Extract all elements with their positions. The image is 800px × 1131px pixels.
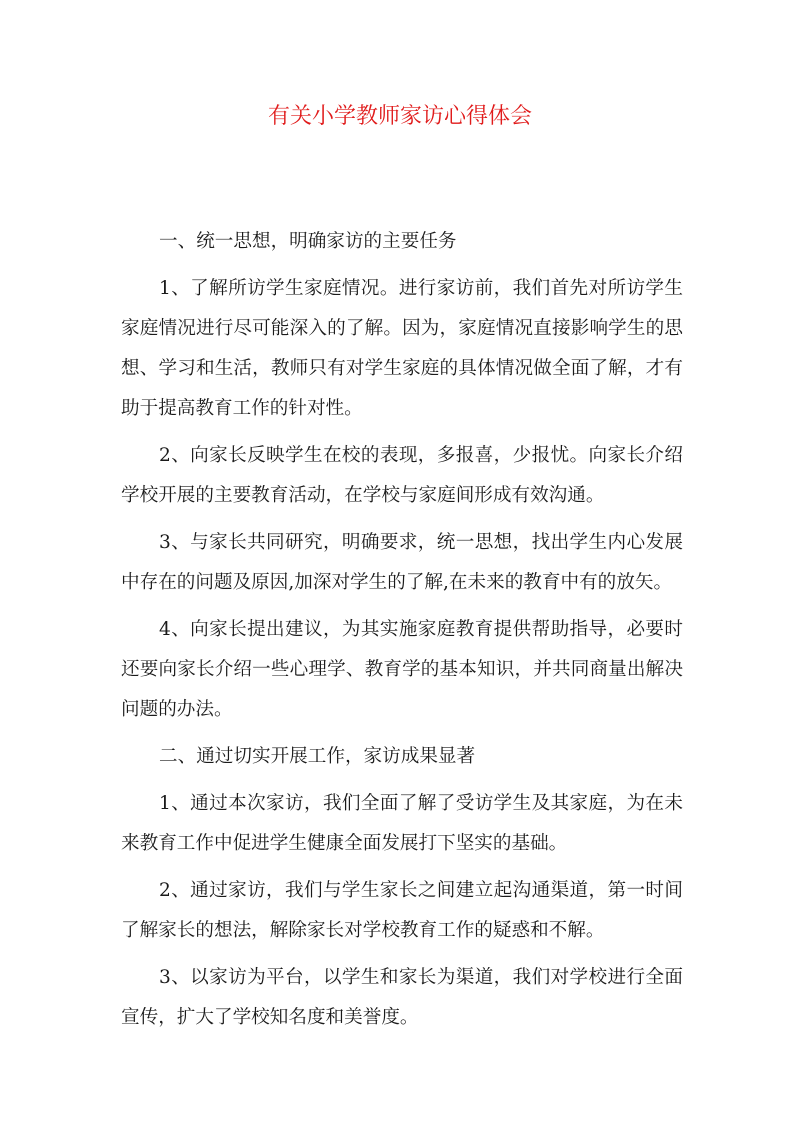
text-line: 2、通过家访，我们与学生家长之间建立起沟通渠道，第一时间	[159, 880, 683, 901]
paragraph	[121, 436, 683, 516]
text-line: 助于提高教育工作的针对性。	[121, 398, 363, 419]
section-heading	[121, 737, 683, 777]
section-heading	[121, 222, 683, 262]
text-line: 2、向家长反映学生在校的表现，多报喜，少报忧。向家长介绍	[159, 445, 683, 466]
text-line: 问题的办法。	[121, 699, 233, 720]
text-line: 一、统一思想，明确家访的主要任务	[159, 231, 457, 252]
text-line: 宣传，扩大了学校知名度和美誉度。	[121, 1007, 419, 1028]
document-title: 有关小学教师家访心得体会	[267, 104, 532, 129]
text-line: 还要向家长介绍一些心理学、教育学的基本知识，并共同商量出解决	[121, 659, 683, 680]
document-body	[121, 222, 683, 1038]
paragraph	[121, 269, 683, 429]
paragraph	[121, 871, 683, 951]
paragraph	[121, 610, 683, 730]
text-line: 学校开展的主要教育活动，在学校与家庭间形成有效沟通。	[121, 485, 605, 506]
text-line: 家庭情况进行尽可能深入的了解。因为，家庭情况直接影响学生的思	[121, 318, 683, 339]
text-line: 想、学习和生活，教师只有对学生家庭的具体情况做全面了解，才有	[121, 358, 683, 379]
text-line: 3、以家访为平台，以学生和家长为渠道，我们对学校进行全面	[159, 967, 683, 988]
text-line: 二、通过切实开展工作，家访成果显著	[159, 746, 476, 767]
text-line: 来教育工作中促进学生健康全面发展打下坚实的基础。	[121, 833, 568, 854]
paragraph	[121, 523, 683, 603]
text-line: 4、向家长提出建议，为其实施家庭教育提供帮助指导，必要时	[159, 619, 683, 640]
paragraph	[121, 958, 683, 1038]
text-line: 3、与家长共同研究，明确要求，统一思想，找出学生内心发展	[159, 532, 683, 553]
paragraph	[121, 784, 683, 864]
text-line: 1、通过本次家访，我们全面了解了受访学生及其家庭，为在未	[159, 793, 683, 814]
text-line: 中存在的问题及原因,加深对学生的了解,在未来的教育中有的放矢。	[121, 572, 673, 593]
text-line: 1、了解所访学生家庭情况。进行家访前，我们首先对所访学生	[159, 278, 683, 299]
text-line: 了解家长的想法，解除家长对学校教育工作的疑惑和不解。	[121, 920, 605, 941]
